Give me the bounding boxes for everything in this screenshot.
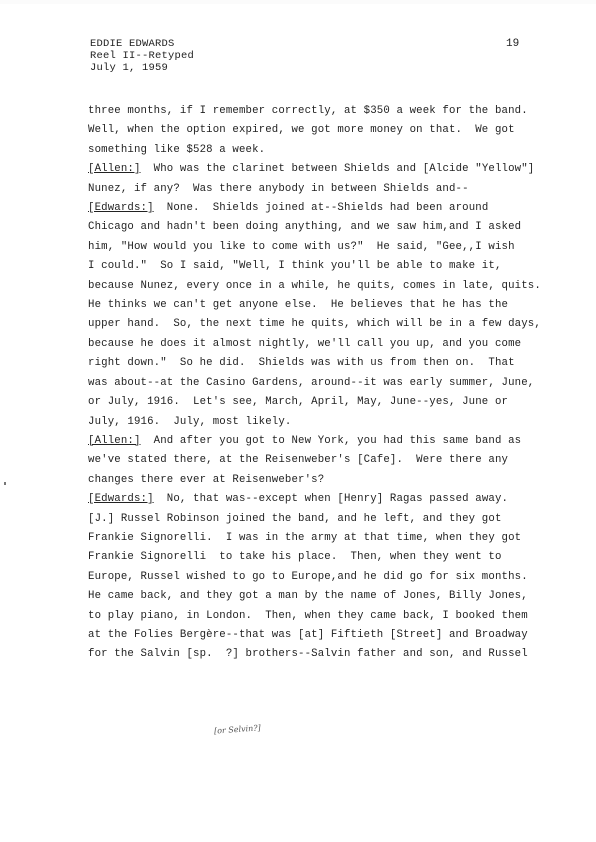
header-date: July 1, 1959 bbox=[90, 62, 169, 74]
line-text: Europe, Russel wished to go to Europe,and he did go for six months. bbox=[88, 570, 528, 583]
line-text: changes there ever at Reisenweber's? bbox=[88, 473, 325, 486]
speaker-label: [Edwards:] bbox=[88, 493, 154, 506]
page-number: 19 bbox=[506, 38, 520, 50]
speaker-label: [Allen:] bbox=[88, 163, 141, 176]
line-text: [J.] Russel Robinson joined the band, and he left, and they got bbox=[88, 512, 502, 525]
transcript-line bbox=[88, 238, 558, 257]
line-text: because he does it almost nightly, we'll call you up, and you come bbox=[88, 337, 522, 350]
transcript-line bbox=[88, 568, 558, 587]
speaker-label: [Allen:] bbox=[88, 434, 141, 447]
line-text: Well, when the option expired, we got more money on that. We got bbox=[88, 124, 515, 137]
line-text: something like $528 a week. bbox=[88, 143, 266, 156]
line-text: at the Folies Bergère--that was [at] Fiftieth [Street] and Broadway bbox=[88, 628, 528, 641]
transcript-line bbox=[88, 432, 558, 451]
transcript-line bbox=[88, 335, 558, 354]
line-text: July, 1916. July, most likely. bbox=[88, 415, 292, 428]
transcript-line bbox=[88, 277, 558, 296]
transcript-line bbox=[88, 626, 558, 645]
line-text: He came back, and they got a man by the name of Jones, Billy Jones, bbox=[88, 590, 528, 603]
line-text: Chicago and hadn't been doing anything, and we saw him,and I asked bbox=[88, 221, 522, 234]
line-text: He thinks we can't get anyone else. He believes that he has the bbox=[88, 299, 509, 312]
line-text: him, "How would you like to come with us?" He said, "Gee,,I wish bbox=[88, 240, 515, 253]
transcript-line bbox=[88, 141, 558, 160]
line-text: three months, if I remember correctly, at $350 a week for the band. bbox=[88, 105, 528, 117]
transcript-line bbox=[88, 587, 558, 606]
line-text: No, that was--except when [Henry] Ragas passed away. bbox=[153, 493, 509, 506]
transcript-line bbox=[88, 490, 558, 509]
transcript-line bbox=[88, 548, 558, 567]
line-text: And after you got to New York, you had this same band as bbox=[140, 434, 522, 447]
line-text: or July, 1916. Let's see, March, April, May, June--yes, June or bbox=[88, 396, 509, 409]
header-name: EDDIE EDWARDS bbox=[90, 38, 175, 50]
transcript-body bbox=[88, 102, 558, 665]
transcript-line bbox=[88, 199, 558, 218]
line-text: was about--at the Casino Gardens, around--it was early summer, June, bbox=[88, 376, 535, 389]
transcript-line bbox=[88, 315, 558, 334]
line-text: we've stated there, at the Reisenweber's [Cafe]. Were there any bbox=[88, 454, 509, 467]
line-text: because Nunez, every once in a while, he quits, comes in late, quits. bbox=[88, 279, 541, 292]
line-text: upper hand. So, the next time he quits, which will be in a few days, bbox=[88, 318, 541, 331]
transcript-line bbox=[88, 413, 558, 432]
line-text: Frankie Signorelli to take his place. Then, when they went to bbox=[88, 551, 502, 564]
line-text: right down." So he did. Shields was with us from then on. That bbox=[88, 357, 515, 370]
line-text: Who was the clarinet between Shields and [Alcide "Yellow"] bbox=[140, 163, 535, 176]
line-text: Nunez, if any? Was there anybody in between Shields and-- bbox=[88, 182, 469, 195]
transcript-line bbox=[88, 160, 558, 179]
transcript-line bbox=[88, 374, 558, 393]
transcript-line bbox=[88, 529, 558, 548]
transcript-line bbox=[88, 510, 558, 529]
transcript-line bbox=[88, 180, 558, 199]
transcript-line bbox=[88, 451, 558, 470]
line-text: None. Shields joined at--Shields had been around bbox=[153, 202, 489, 215]
transcript-line bbox=[88, 257, 558, 276]
speaker-label: [Edwards:] bbox=[88, 202, 154, 215]
line-text: for the Salvin [sp. ?] brothers--Salvin father and son, and Russel bbox=[88, 648, 528, 661]
line-text: Frankie Signorelli. I was in the army at that time, when they got bbox=[88, 531, 522, 544]
transcript-header bbox=[90, 38, 194, 74]
transcript-line bbox=[88, 607, 558, 626]
transcript-line bbox=[88, 645, 558, 664]
handwritten-annotation: [or Selvin?] bbox=[213, 723, 261, 736]
transcript-line bbox=[88, 354, 558, 373]
transcript-line bbox=[88, 393, 558, 412]
line-text: I could." So I said, "Well, I think you'll be able to make it, bbox=[88, 260, 502, 273]
transcript-line bbox=[88, 218, 558, 237]
line-text: to play piano, in London. Then, when they came back, I booked them bbox=[88, 609, 528, 622]
transcript-line bbox=[88, 102, 558, 121]
transcript-line bbox=[88, 121, 558, 140]
page-top-edge bbox=[0, 0, 596, 4]
margin-mark bbox=[4, 482, 6, 485]
transcript-line bbox=[88, 471, 558, 490]
header-reel: Reel II--Retyped bbox=[90, 50, 195, 62]
transcript-line bbox=[88, 296, 558, 315]
